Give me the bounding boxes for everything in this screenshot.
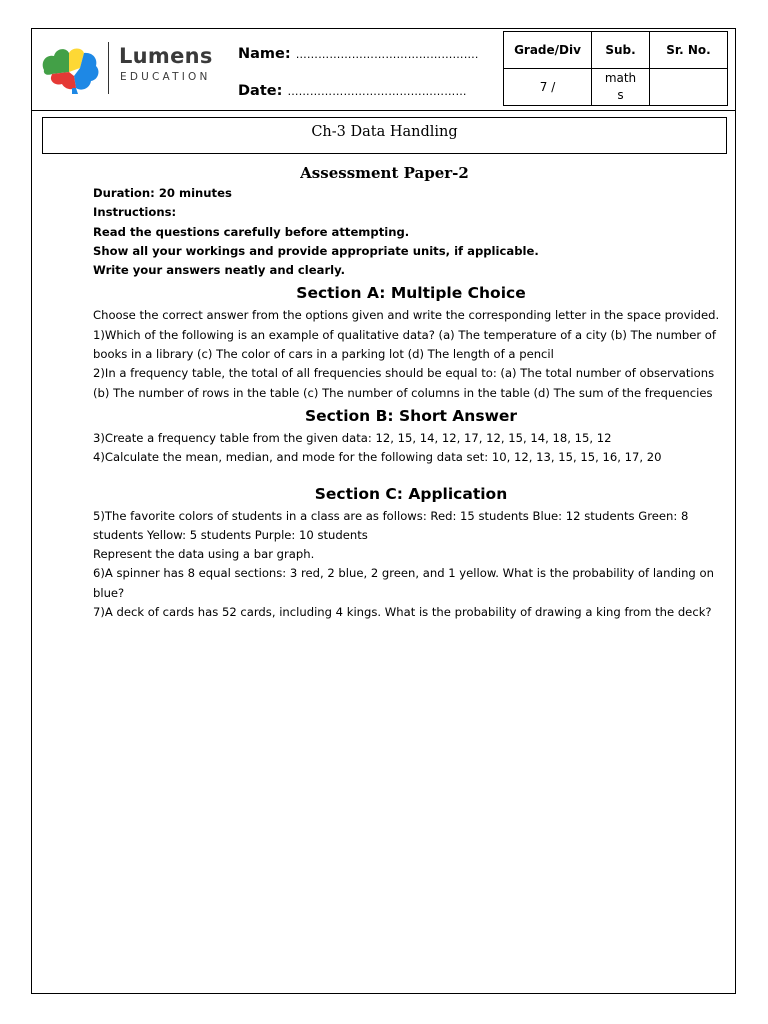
question-item: 3)Create a frequency table from the given data: 12, 15, 14, 12, 17, 12, 15, 14, 18, 15, 12: [93, 430, 612, 445]
duration: Duration: 20 minutes: [93, 186, 232, 200]
question-item: 6)A spinner has 8 equal sections: 3 red, 2 blue, 2 green, and 1 yellow. What is the probability of landing on blue?: [93, 566, 714, 600]
name-field: [238, 46, 479, 62]
info-table: [503, 31, 728, 106]
serial-number-header: Sr. No.: [650, 32, 728, 69]
section-b-title: Section B: Short Answer: [304, 406, 518, 425]
section-a-intro: Choose the correct answer from the options given and write the corresponding letter in the space provided.: [93, 308, 720, 323]
section-c-title: Section C: Application: [314, 484, 508, 503]
paper-content: [93, 184, 733, 622]
subject-header: Sub.: [592, 32, 650, 69]
grade-div-header: Grade/Div: [504, 32, 592, 69]
brain-logo-icon: [38, 44, 102, 96]
date-label: Date:: [238, 83, 283, 99]
serial-number-value: [650, 69, 728, 106]
instruction-item: Write your answers neatly and clearly.: [93, 263, 346, 278]
date-blank: …………………………………………: [287, 85, 467, 98]
brand-name: Lumens: [119, 44, 213, 68]
info-table-header-row: [504, 32, 728, 69]
instruction-item: Show all your workings and provide appropriate units, if applicable.: [93, 243, 539, 258]
grade-div-value: 7 /: [504, 69, 592, 106]
name-label: Name:: [238, 46, 291, 62]
spacer: [93, 468, 733, 481]
question-item: 4)Calculate the mean, median, and mode for the following data set: 10, 12, 13, 15, 15, 16, 17, 20: [93, 450, 662, 465]
info-table-value-row: [504, 69, 728, 106]
question-item: 2)In a frequency table, the total of all frequencies should be equal to: (a) The total number of observations (b) The number of rows in the table (c) The number of columns in the table (d) The sum of the frequencies: [93, 366, 715, 400]
question-item: 1)Which of the following is an example of qualitative data? (a) The temperature of a city (b) The number of books in a library (c) The color of cars in a parking lot (d) The length of a pencil: [93, 327, 716, 362]
header-divider: [31, 110, 736, 111]
question-item: 7)A deck of cards has 52 cards, including 4 kings. What is the probability of drawing a king from the deck?: [93, 605, 712, 620]
name-blank: ………………………………………….: [295, 48, 479, 61]
paper-title: Assessment Paper-2: [300, 164, 469, 182]
instruction-item: Read the questions carefully before attempting.: [93, 224, 410, 239]
question-item: Represent the data using a bar graph.: [93, 547, 315, 562]
brand-subtitle: EDUCATION: [120, 71, 211, 83]
logo-divider: [108, 42, 109, 94]
section-a-title: Section A: Multiple Choice: [296, 284, 526, 303]
instructions-label: Instructions:: [93, 205, 177, 220]
subject-value: math s: [592, 69, 650, 106]
question-item: 5)The favorite colors of students in a class are as follows: Red: 15 students Blue: 12 students Green: 8 students Yellow: 5 students Purple: 10 students: [93, 508, 689, 542]
date-field: [238, 83, 467, 99]
chapter-title: Ch-3 Data Handling: [42, 117, 727, 154]
